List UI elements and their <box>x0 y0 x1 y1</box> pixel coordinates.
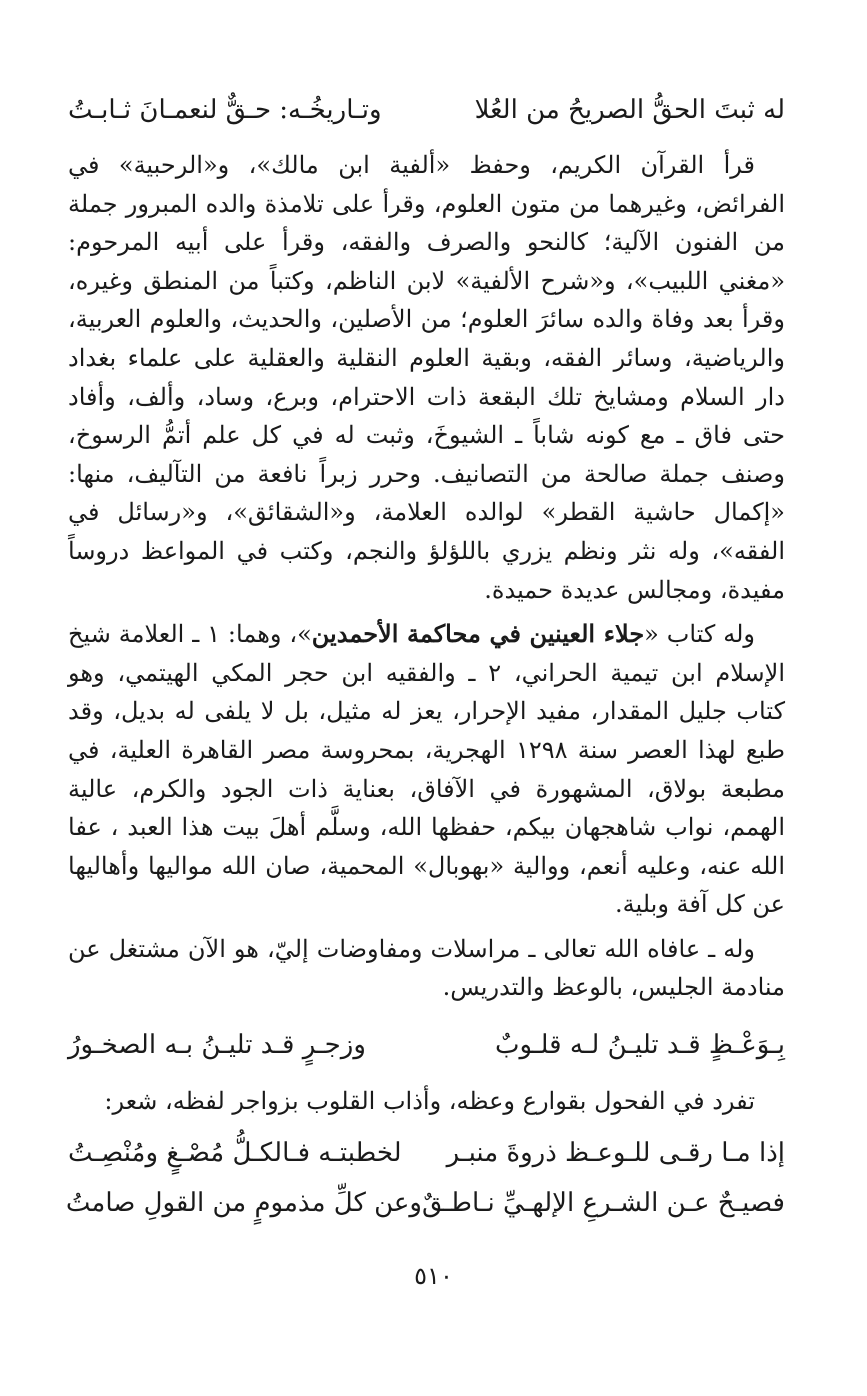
book-title: جلاء العينين في محاكمة الأحمدين <box>311 619 645 649</box>
verse-first-hemistich: له ثبتَ الحقُّ الصريحُ من العُلا <box>474 95 785 125</box>
paragraph-book-intro: وله كتاب « <box>644 620 755 649</box>
verse-second-hemistich: وزجـرٍ قـد تليـنُ بـه الصخـورُ <box>68 1030 366 1061</box>
poem-verse-bottom-2 <box>65 1181 785 1225</box>
paragraph-correspondence: وله ـ عافاه الله تعالى ـ مراسلات ومفاوضات إليّ، هو الآن مشتغل عن منادمة الجليس، بالوعظ والتدريس. <box>68 934 785 1002</box>
verse-second-hemistich: لخطبتـه فـالكـلُّ مُصْـغٍ ومُنْصِـتُ <box>68 1138 402 1169</box>
poem-verse-bottom-1 <box>68 1131 785 1175</box>
paragraph-studies: قرأ القرآن الكريم، وحفظ «ألفية ابن مالك»، و«الرحبية» في الفرائض، وغيرهما من متون العلوم، وقرأ على تلامذة والده المبرور جملة من الفنون الآلية؛ كالنحو والصرف والفقه، وقرأ على أبيه المرحوم: «مغني اللبيب»، و«شرح الألفية» لابن الناظم، وكتباً من المنطق وغيره، وقرأ بعد وفاة والده سائرَ العلوم؛ من الأصلين، والحديث، والعلوم العربية، والرياضية، وسائر الفقه، وبقية العلوم النقلية والعقلية على علماء بغداد دار السلام ومشايخ تلك البقعة ذات الاحترام، وبرع، وساد، وألف، وأفاد حتى فاق ـ مع كونه شاباً ـ الشيوخَ، وثبت له في كل علم أتمُّ الرسوخ، وصنف جملة صالحة من التصانيف. وحرر زبراً نافعة من التآليف، منها: «إكمال حاشية القطر» لوالده العلامة، و«الشقائق»، و«رسائل في الفقه»، وله نثر ونظم يزري باللؤلؤ والنجم، وكتب في المواعظ دروساً مفيدة، ومجالس عديدة حميدة. <box>68 151 785 604</box>
page-number: ٥١٠ <box>414 1262 453 1290</box>
verse-first-hemistich: إذا مـا رقـى للـوعـظ ذروةَ منبـر <box>446 1138 785 1169</box>
verse-second-hemistich: وعن كلِّ مذمومٍ من القولِ صامتُ <box>65 1188 422 1219</box>
verse-first-hemistich: بِـوَعْـظٍ قـد تليـنُ لـه قلـوبٌ <box>495 1030 785 1061</box>
paragraph-book <box>68 615 785 924</box>
poem-verse-top <box>68 88 785 132</box>
poem-verse-middle <box>68 1023 785 1067</box>
verse-second-hemistich: وتـاريخُـه: حـقٌّ لنعمـانَ ثـابـتُ <box>68 95 382 125</box>
verse-first-hemistich: فصيـحٌ عـن الشـرعِ الإلهـيِّ نـاطـقٌ <box>421 1188 785 1219</box>
poem-lead-line: تفرد في الفحول بقوارع وعظه، وأذاب القلوب بزواجر لفظه، شعر: <box>104 1087 755 1116</box>
paragraph-book-rest: »، وهما: ١ ـ العلامة شيخ الإسلام ابن تيمية الحراني، ٢ ـ والفقيه ابن حجر المكي الهيتمي، وهو كتاب جليل المقدار، مفيد الإحرار، يعز له مثيل، بل لا يلفى له بديل، وقد طبع لهذا العصر سنة ١٢٩٨ الهجرية، بمحروسة مصر القاهرة العلية، في مطبعة بولاق، المشهورة في الآفاق، بعناية ذات الجود والكرم، عالية الهمم، نواب شاهجهان بيكم، حفظها الله، وسلَّم أهلَ بيت هذا العبد ، عفا الله عنه، وعليه أنعم، ووالية «بهوبال» المحمية، صان الله مواليها وأهاليها عن كل آفة وبلية. <box>68 620 785 919</box>
